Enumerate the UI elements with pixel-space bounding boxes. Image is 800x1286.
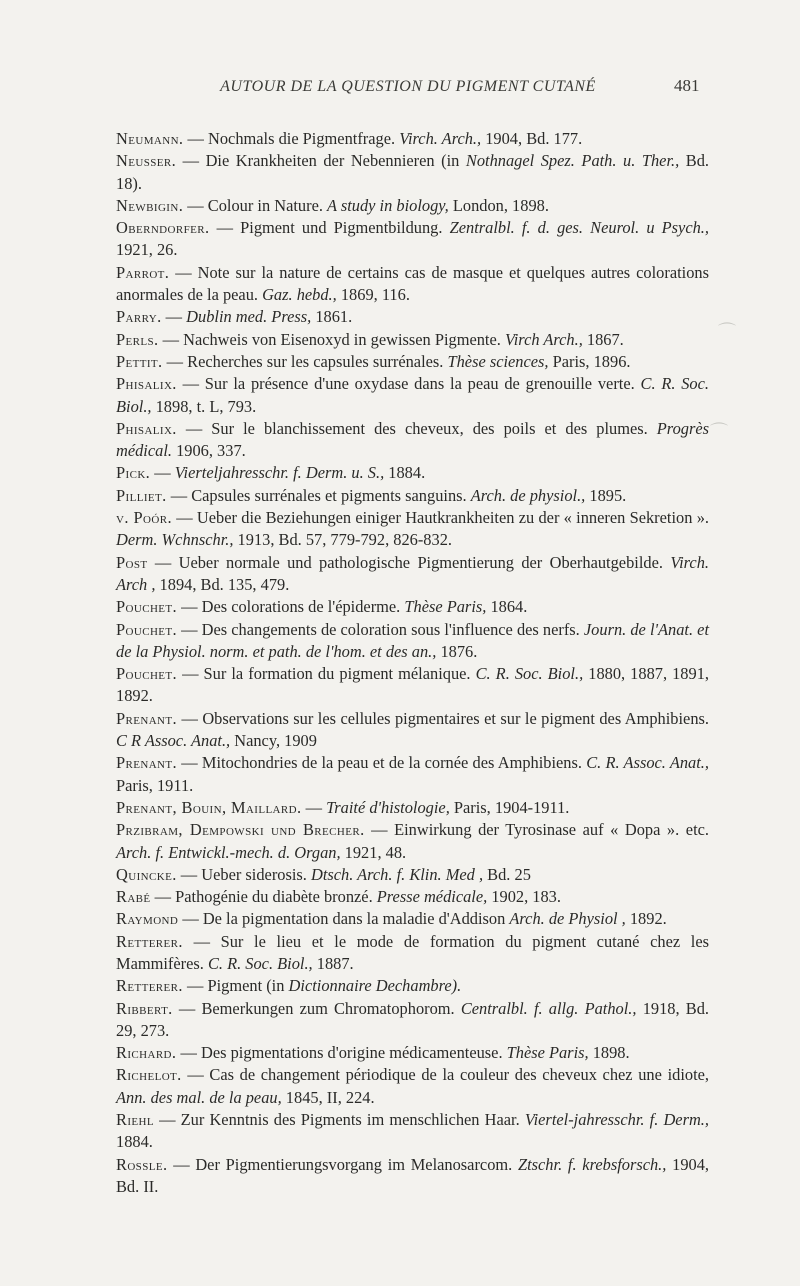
- reference-title: — Die Krankheiten der Nebennieren (in: [176, 151, 466, 171]
- reference-source: Dtsch. Arch. f. Klin. Med ,: [310, 864, 484, 884]
- reference-details: Paris, 1911.: [116, 775, 194, 795]
- reference-source: Zentralbl. f. d. ges. Neurol. u Psych.,: [449, 218, 709, 238]
- reference-entry: [116, 306, 709, 328]
- reference-entry: [116, 217, 709, 262]
- reference-entry: [116, 663, 709, 708]
- reference-entry: [116, 1154, 709, 1199]
- reference-entry: [116, 864, 709, 886]
- reference-details: 1867.: [582, 329, 624, 349]
- reference-entry: [116, 418, 709, 463]
- reference-source: Thèse Paris,: [404, 597, 487, 617]
- reference-author: Prenant.: [116, 753, 178, 773]
- reference-details: 1894, Bd. 135, 479.: [155, 574, 290, 594]
- reference-title: — De la pigmentation dans la maladie d'Addison: [178, 909, 510, 929]
- reference-details: 1904, Bd. II.: [116, 1154, 709, 1196]
- reference-source: C R Assoc. Anat.,: [116, 731, 231, 751]
- reference-entry: [116, 931, 709, 976]
- reference-details: 1921, 26.: [116, 240, 178, 260]
- reference-source: C. R. Soc. Biol.,: [207, 953, 313, 973]
- reference-author: Retterer.: [116, 976, 183, 996]
- reference-entry: [116, 552, 709, 597]
- reference-entry: [116, 596, 709, 618]
- reference-source: Virch Arch.,: [504, 329, 583, 349]
- reference-entry: [116, 975, 709, 997]
- reference-title: — Ueber die Beziehungen einiger Hautkrankheiten zu der « inneren Sekretion ».: [171, 508, 709, 528]
- reference-title: — Cas de changement périodique de la couleur des cheveux chez une idiote,: [181, 1065, 709, 1085]
- reference-details: Paris, 1896.: [548, 351, 631, 371]
- reference-details: Bd. 25: [483, 864, 531, 884]
- reference-author: Quincke.: [116, 864, 177, 884]
- reference-author: Raymond: [116, 909, 179, 929]
- reference-source: Ztschr. f. krebsforsch.,: [517, 1154, 667, 1174]
- reference-source: A study in biology,: [327, 195, 449, 215]
- reference-title: — Note sur la nature de certains cas de masque et quelques autres colorations anormales de la peau.: [116, 262, 709, 305]
- reference-details: 1884.: [116, 1132, 153, 1152]
- reference-author: Prenant, Bouin, Maillard.: [116, 797, 302, 817]
- reference-details: London, 1898.: [448, 195, 549, 215]
- reference-details: 1892.: [625, 909, 667, 929]
- reference-source: C. R. Assoc. Anat.,: [586, 753, 709, 773]
- reference-entry: [116, 1042, 709, 1064]
- reference-entry: [116, 1064, 709, 1109]
- reference-source: Arch. de Physiol ,: [509, 909, 626, 929]
- reference-entry: [116, 797, 709, 819]
- reference-source: Thèse sciences,: [447, 351, 549, 371]
- reference-title: — Pathogénie du diabète bronzé.: [150, 887, 377, 907]
- reference-author: Phisalix.: [116, 374, 177, 394]
- margin-pencil-mark: ⌒: [718, 322, 736, 342]
- reference-title: — Sur la présence d'une oxydase dans la peau de grenouille verte.: [176, 374, 641, 394]
- reference-details: 1913, Bd. 57, 779-792, 826-832.: [233, 530, 452, 550]
- reference-title: — Des pigmentations d'origine médicamenteuse.: [176, 1043, 507, 1063]
- reference-author: v. Poór.: [116, 508, 172, 528]
- reference-title: — Des colorations de l'épiderme.: [177, 597, 405, 617]
- reference-author: Pilliet.: [116, 485, 167, 505]
- reference-source: Virch. Arch ,: [116, 552, 709, 594]
- reference-author: Pettit.: [116, 351, 163, 371]
- reference-details: 1884.: [384, 463, 426, 483]
- reference-source: Arch. f. Entwickl.-mech. d. Organ,: [116, 842, 341, 862]
- reference-entry: [116, 708, 709, 753]
- reference-author: Rabé: [116, 887, 151, 907]
- reference-author: Pouchet.: [116, 664, 178, 684]
- reference-details: 1904, Bd. 177.: [481, 129, 583, 148]
- reference-title: — Nachweis von Eisenoxyd in gewissen Pigmente.: [158, 329, 505, 349]
- reference-source: Progrès médical.: [116, 418, 709, 461]
- reference-entry: [116, 128, 709, 150]
- reference-details: Nancy, 1909: [230, 731, 317, 751]
- reference-title: —: [161, 307, 187, 327]
- reference-source: Journ. de l'Anat. et de la Physiol. norm. et path. de l'hom. et des an.,: [116, 619, 710, 661]
- reference-title: — Sur la formation du pigment mélanique.: [177, 664, 476, 684]
- reference-details: 1880, 1887, 1891, 1892.: [116, 664, 709, 706]
- reference-details: Bd. 18).: [116, 151, 709, 193]
- reference-author: Phisalix.: [116, 418, 177, 438]
- reference-source: Derm. Wchnschr.,: [116, 530, 234, 550]
- reference-source: Thèse Paris,: [506, 1043, 589, 1063]
- reference-title: — Ueber siderosis.: [176, 864, 311, 884]
- reference-details: 1902, 183.: [487, 887, 561, 907]
- reference-entry: [116, 150, 709, 195]
- reference-source: Nothnagel Spez. Path. u. Ther.,: [465, 151, 680, 171]
- reference-entry: [116, 752, 709, 797]
- reference-source: C. R. Soc. Biol.,: [116, 374, 709, 416]
- reference-source: Centralbl. f. allg. Pathol.,: [460, 998, 637, 1018]
- reference-title: — Sur le blanchissement des cheveux, des poils et des plumes.: [176, 418, 657, 438]
- reference-details: 1898.: [588, 1043, 630, 1063]
- reference-entry: [116, 998, 709, 1043]
- reference-details: 1895.: [585, 485, 627, 505]
- bibliography-list: [116, 128, 709, 1198]
- reference-title: — Mitochondries de la peau et de la cornée des Amphibiens.: [177, 753, 587, 773]
- reference-author: Neumann.: [116, 129, 184, 148]
- reference-author: Pouchet.: [116, 597, 178, 617]
- reference-author: Przibram, Dempowski und Brecher.: [116, 820, 365, 840]
- reference-details: 1898, t. L, 793.: [151, 396, 257, 416]
- reference-title: — Der Pigmentierungsvorgang im Melanosarcom.: [167, 1154, 518, 1174]
- reference-author: Parry.: [116, 307, 162, 327]
- reference-author: Richard.: [116, 1043, 177, 1063]
- reference-author: Newbigin.: [116, 195, 184, 215]
- reference-entry: [116, 1109, 709, 1154]
- reference-title: — Zur Kenntnis des Pigments im menschlichen Haar.: [153, 1110, 525, 1130]
- reference-author: Post: [116, 552, 148, 572]
- reference-entry: [116, 351, 709, 373]
- reference-details: 1869, 116.: [336, 285, 410, 305]
- reference-entry: [116, 507, 709, 552]
- reference-author: Riehl: [116, 1110, 154, 1130]
- reference-title: —: [150, 463, 175, 483]
- reference-author: Perls.: [116, 329, 159, 349]
- reference-source: Virch. Arch.,: [399, 129, 482, 148]
- reference-entry: [116, 485, 709, 507]
- reference-details: Paris, 1904-1911.: [449, 797, 570, 817]
- reference-source: Gaz. hebd.,: [262, 285, 337, 305]
- running-header: AUTOUR DE LA QUESTION DU PIGMENT CUTANÉ: [220, 78, 596, 95]
- reference-source: Vierteljahresschr. f. Derm. u. S.,: [174, 463, 385, 483]
- reference-author: Parrot.: [116, 262, 170, 282]
- reference-title: — Des changements de coloration sous l'influence des nerfs.: [177, 619, 584, 639]
- reference-author: Retterer.: [116, 931, 183, 951]
- reference-author: Oberndorfer.: [116, 218, 210, 238]
- reference-entry: [116, 908, 709, 930]
- reference-title: — Ueber normale und pathologische Pigmentierung der Oberhautgebilde.: [147, 552, 671, 572]
- reference-source: C. R. Soc. Biol.,: [475, 664, 584, 684]
- page-number: 481: [674, 76, 700, 95]
- reference-author: Pick.: [116, 463, 151, 483]
- reference-details: 1861.: [311, 307, 353, 327]
- reference-details: 1887.: [312, 953, 354, 973]
- reference-source: Viertel-jahresschr. f. Derm.,: [524, 1110, 709, 1130]
- reference-details: 1918, Bd. 29, 273.: [116, 998, 709, 1040]
- reference-source: Presse médicale,: [376, 887, 488, 907]
- reference-title: — Bemerkungen zum Chromatophorom.: [172, 998, 461, 1018]
- reference-title: — Colour in Nature.: [183, 195, 328, 215]
- reference-entry: [116, 373, 709, 418]
- reference-entry: [116, 262, 709, 307]
- reference-details: 1864.: [486, 597, 528, 617]
- reference-source: Traité d'histologie,: [326, 797, 450, 817]
- reference-title: — Einwirkung der Tyrosinase auf « Dopa ». etc.: [364, 820, 709, 840]
- reference-author: Pouchet.: [116, 619, 178, 639]
- reference-title: — Observations sur les cellules pigmentaires et sur le pigment des Amphibiens.: [177, 708, 709, 728]
- reference-author: Ribbert.: [116, 998, 173, 1018]
- reference-source: Dublin med. Press,: [186, 307, 312, 327]
- reference-title: — Sur le lieu et le mode de formation du pigment cutané chez les Mammifères.: [116, 931, 709, 973]
- reference-entry: [116, 195, 709, 217]
- reference-title: — Nochmals die Pigmentfrage.: [183, 129, 400, 148]
- margin-pencil-mark: ⌒: [710, 422, 728, 442]
- reference-details: 1906, 337.: [171, 441, 246, 461]
- reference-source: Arch. de physiol.,: [470, 485, 586, 505]
- reference-details: 1845, II, 224.: [281, 1087, 375, 1107]
- reference-source: Ann. des mal. de la peau,: [116, 1087, 282, 1107]
- reference-entry: [116, 329, 709, 351]
- reference-title: — Pigment (in: [182, 976, 289, 996]
- reference-author: Neusser.: [116, 151, 177, 171]
- reference-details: 1876.: [436, 641, 478, 661]
- reference-entry: [116, 619, 709, 664]
- reference-title: —: [301, 797, 327, 817]
- reference-author: Rossle.: [116, 1154, 168, 1174]
- reference-entry: [116, 462, 709, 484]
- reference-title: — Pigment und Pigmentbildung.: [209, 218, 450, 238]
- reference-author: Richelot.: [116, 1065, 182, 1085]
- reference-entry: [116, 819, 709, 864]
- reference-entry: [116, 886, 709, 908]
- reference-title: — Capsules surrénales et pigments sanguins.: [166, 485, 471, 505]
- reference-details: 1921, 48.: [340, 842, 407, 862]
- reference-author: Prenant.: [116, 708, 178, 728]
- reference-title: — Recherches sur les capsules surrénales.: [162, 351, 448, 371]
- reference-source: Dictionnaire Dechambre).: [288, 976, 462, 996]
